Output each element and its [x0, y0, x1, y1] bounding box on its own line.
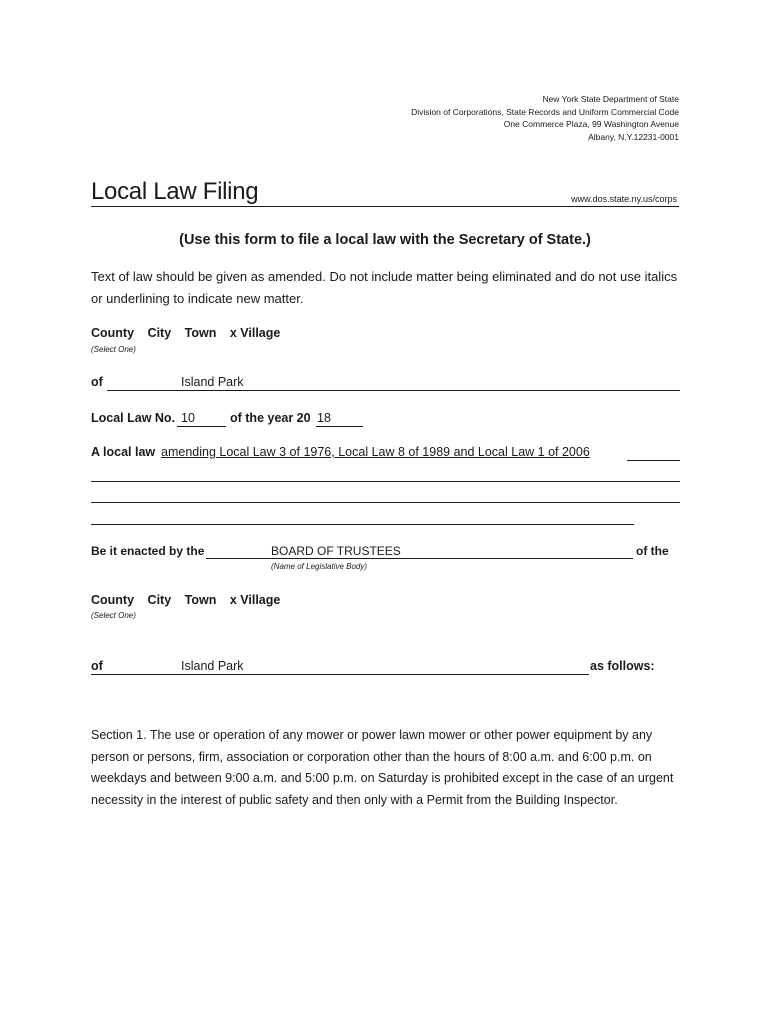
municipality-type-select-2	[91, 593, 290, 607]
year-label: of the year 20	[230, 411, 311, 425]
of-the-label: of the	[636, 544, 669, 558]
local-law-label: Local Law No.	[91, 411, 176, 425]
agency-street: One Commerce Plaza, 99 Washington Avenue	[503, 119, 679, 129]
option-village[interactable]: x Village	[229, 326, 281, 340]
municipality-name-line	[107, 390, 680, 391]
form-title: Local Law Filing	[91, 178, 259, 205]
of-label-2: of	[91, 659, 103, 673]
title-rule	[91, 206, 679, 207]
title-line-1	[627, 460, 680, 461]
as-follows-label: as follows:	[590, 659, 655, 673]
agency-address	[411, 93, 679, 143]
local-law-title-value[interactable]: amending Local Law 3 of 1976, Local Law 8 of 1989 and Local Law 1 of 2006	[161, 445, 590, 459]
option-city-2[interactable]: City	[147, 593, 172, 607]
option-town[interactable]: Town	[184, 326, 217, 340]
year-suffix[interactable]: 18	[317, 411, 331, 425]
legislative-body-hint: (Name of Legislative Body)	[271, 562, 368, 571]
instructions: Text of law should be given as amended. Do not include matter being eliminated and do not use italics or underlining to indicate new matter.	[91, 269, 678, 306]
option-county[interactable]: County	[91, 326, 135, 340]
municipality-type-select	[91, 326, 290, 340]
local-law-title-label: A local law	[91, 445, 156, 459]
legislative-body-line	[206, 558, 633, 559]
municipality-name-value[interactable]: Island Park	[181, 375, 244, 389]
enacted-label: Be it enacted by the	[91, 544, 205, 558]
agency-division: Division of Corporations, State Records and Uniform Commercial Code	[411, 106, 679, 117]
agency-city: Albany, N.Y.12231-0001	[588, 131, 679, 142]
local-law-number-line	[177, 426, 226, 427]
option-county-2[interactable]: County	[91, 593, 135, 607]
of-label: of	[91, 375, 103, 389]
local-law-number[interactable]: 10	[181, 411, 195, 425]
website-link[interactable]: www.dos.state.ny.us/corps	[571, 194, 677, 204]
agency-name: New York State Department of State	[542, 94, 679, 104]
option-town-2[interactable]: Town	[184, 593, 217, 607]
option-village-2[interactable]: x Village	[229, 593, 281, 607]
municipality-name-value-2[interactable]: Island Park	[181, 659, 244, 673]
title-line-4	[91, 524, 634, 525]
title-line-2	[91, 481, 680, 482]
option-city[interactable]: City	[147, 326, 172, 340]
select-one-hint-2: (Select One)	[91, 611, 136, 620]
select-one-hint: (Select One)	[91, 345, 136, 354]
municipality-name-line-2	[91, 674, 589, 675]
section-1-text: Section 1. The use or operation of any mower or power lawn mower or other power equipment by any person or persons, firm, association or corporation other than the hours of 8:00 a.m. and 6:00 p.m. on weekdays and between 9:00 a.m. and 5:00 p.m. on Saturday is prohibited except in the case of an urgent necessity in the interest of public safety and then only with a Permit from the Building Inspector.	[91, 728, 674, 807]
year-line	[316, 426, 363, 427]
title-line-3	[91, 502, 680, 503]
form-subtitle: (Use this form to file a local law with the Secretary of State.)	[179, 232, 591, 248]
legislative-body-value[interactable]: BOARD OF TRUSTEES	[271, 544, 401, 558]
